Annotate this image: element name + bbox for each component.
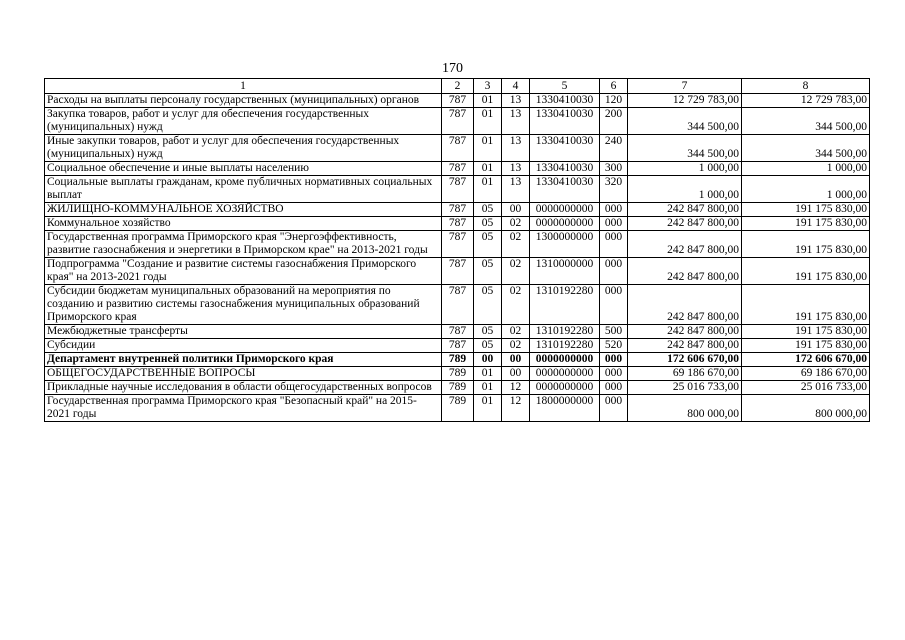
admin-code: 789	[442, 395, 474, 422]
row-name: Социальные выплаты гражданам, кроме публичных нормативных социальных выплат	[45, 176, 442, 203]
table-row	[45, 203, 870, 217]
amount-col8: 1 000,00	[742, 162, 870, 176]
expense-type-code: 300	[600, 162, 628, 176]
section-code: 05	[474, 285, 502, 325]
subsection-code: 00	[502, 203, 530, 217]
admin-code: 787	[442, 162, 474, 176]
section-code: 01	[474, 395, 502, 422]
row-name: Социальное обеспечение и иные выплаты населению	[45, 162, 442, 176]
section-code: 05	[474, 325, 502, 339]
table-row	[45, 258, 870, 285]
amount-col8: 191 175 830,00	[742, 258, 870, 285]
amount-col7: 242 847 800,00	[628, 231, 742, 258]
table-row	[45, 367, 870, 381]
admin-code: 787	[442, 285, 474, 325]
section-code: 05	[474, 231, 502, 258]
target-item-code: 1330410030	[530, 176, 600, 203]
row-name: Субсидии бюджетам муниципальных образований на мероприятия по созданию и развитию системы газоснабжения муниципальных образований Приморского края	[45, 285, 442, 325]
subsection-code: 00	[502, 367, 530, 381]
table-row	[45, 176, 870, 203]
section-code: 05	[474, 217, 502, 231]
subsection-code: 02	[502, 285, 530, 325]
admin-code: 787	[442, 339, 474, 353]
expense-type-code: 000	[600, 395, 628, 422]
target-item-code: 1330410030	[530, 94, 600, 108]
amount-col7: 1 000,00	[628, 176, 742, 203]
section-code: 05	[474, 258, 502, 285]
subsection-code: 13	[502, 94, 530, 108]
amount-col7: 242 847 800,00	[628, 285, 742, 325]
amount-col8: 1 000,00	[742, 176, 870, 203]
row-name: Субсидии	[45, 339, 442, 353]
section-code: 01	[474, 94, 502, 108]
amount-col7: 242 847 800,00	[628, 258, 742, 285]
expense-type-code: 240	[600, 135, 628, 162]
amount-col7: 172 606 670,00	[628, 353, 742, 367]
section-code: 01	[474, 108, 502, 135]
expense-type-code: 520	[600, 339, 628, 353]
target-item-code: 1310192280	[530, 339, 600, 353]
admin-code: 787	[442, 176, 474, 203]
amount-col8: 191 175 830,00	[742, 217, 870, 231]
expense-type-code: 000	[600, 231, 628, 258]
section-code: 05	[474, 203, 502, 217]
amount-col7: 242 847 800,00	[628, 203, 742, 217]
admin-code: 787	[442, 231, 474, 258]
section-code: 01	[474, 176, 502, 203]
amount-col8: 344 500,00	[742, 135, 870, 162]
row-name: Государственная программа Приморского края "Безопасный край" на 2015-2021 годы	[45, 395, 442, 422]
subsection-code: 02	[502, 339, 530, 353]
table-row	[45, 325, 870, 339]
admin-code: 789	[442, 353, 474, 367]
subsection-code: 13	[502, 108, 530, 135]
subsection-code: 12	[502, 395, 530, 422]
amount-col7: 800 000,00	[628, 395, 742, 422]
expense-type-code: 000	[600, 353, 628, 367]
section-code: 01	[474, 381, 502, 395]
amount-col7: 242 847 800,00	[628, 217, 742, 231]
row-name: Иные закупки товаров, работ и услуг для обеспечения государственных (муниципальных) нужд	[45, 135, 442, 162]
expense-type-code: 120	[600, 94, 628, 108]
expense-type-code: 000	[600, 258, 628, 285]
target-item-code: 1310192280	[530, 285, 600, 325]
target-item-code: 0000000000	[530, 381, 600, 395]
expense-type-code: 000	[600, 381, 628, 395]
target-item-code: 1330410030	[530, 108, 600, 135]
subsection-code: 02	[502, 217, 530, 231]
amount-col8: 191 175 830,00	[742, 325, 870, 339]
amount-col7: 12 729 783,00	[628, 94, 742, 108]
amount-col8: 25 016 733,00	[742, 381, 870, 395]
row-name: Коммунальное хозяйство	[45, 217, 442, 231]
table-row	[45, 353, 870, 367]
target-item-code: 0000000000	[530, 353, 600, 367]
row-name: Государственная программа Приморского края "Энергоэффективность, развитие газоснабжения и энергетики в Приморском крае" на 2013-2021 годы	[45, 231, 442, 258]
amount-col8: 344 500,00	[742, 108, 870, 135]
budget-table	[44, 78, 870, 422]
expense-type-code: 320	[600, 176, 628, 203]
target-item-code: 0000000000	[530, 367, 600, 381]
table-header-row	[45, 79, 870, 94]
admin-code: 787	[442, 108, 474, 135]
expense-type-code: 500	[600, 325, 628, 339]
subsection-code: 13	[502, 162, 530, 176]
row-name: Департамент внутренней политики Приморского края	[45, 353, 442, 367]
subsection-code: 13	[502, 135, 530, 162]
column-header: 5	[530, 79, 600, 94]
admin-code: 787	[442, 325, 474, 339]
table-row	[45, 285, 870, 325]
section-code: 01	[474, 367, 502, 381]
target-item-code: 0000000000	[530, 203, 600, 217]
table-row	[45, 381, 870, 395]
target-item-code: 0000000000	[530, 217, 600, 231]
column-header: 7	[628, 79, 742, 94]
column-header: 2	[442, 79, 474, 94]
target-item-code: 1300000000	[530, 231, 600, 258]
column-header: 4	[502, 79, 530, 94]
row-name: Расходы на выплаты персоналу государственных (муниципальных) органов	[45, 94, 442, 108]
admin-code: 787	[442, 217, 474, 231]
row-name: Прикладные научные исследования в области общегосударственных вопросов	[45, 381, 442, 395]
row-name: Закупка товаров, работ и услуг для обеспечения государственных (муниципальных) нужд	[45, 108, 442, 135]
row-name: Подпрограмма "Создание и развитие системы газоснабжения Приморского края" на 2013-2021 годы	[45, 258, 442, 285]
target-item-code: 1310192280	[530, 325, 600, 339]
expense-type-code: 000	[600, 367, 628, 381]
table-row	[45, 395, 870, 422]
expense-type-code: 200	[600, 108, 628, 135]
amount-col7: 344 500,00	[628, 108, 742, 135]
table-row	[45, 339, 870, 353]
amount-col8: 12 729 783,00	[742, 94, 870, 108]
amount-col8: 191 175 830,00	[742, 231, 870, 258]
row-name: Межбюджетные трансферты	[45, 325, 442, 339]
expense-type-code: 000	[600, 217, 628, 231]
table-row	[45, 162, 870, 176]
section-code: 01	[474, 162, 502, 176]
target-item-code: 1330410030	[530, 162, 600, 176]
amount-col8: 191 175 830,00	[742, 285, 870, 325]
amount-col8: 800 000,00	[742, 395, 870, 422]
subsection-code: 02	[502, 231, 530, 258]
amount-col7: 69 186 670,00	[628, 367, 742, 381]
amount-col8: 69 186 670,00	[742, 367, 870, 381]
admin-code: 787	[442, 258, 474, 285]
row-name: ЖИЛИЩНО-КОММУНАЛЬНОЕ ХОЗЯЙСТВО	[45, 203, 442, 217]
column-header: 3	[474, 79, 502, 94]
target-item-code: 1310000000	[530, 258, 600, 285]
subsection-code: 13	[502, 176, 530, 203]
target-item-code: 1330410030	[530, 135, 600, 162]
admin-code: 787	[442, 94, 474, 108]
section-code: 01	[474, 135, 502, 162]
target-item-code: 1800000000	[530, 395, 600, 422]
admin-code: 789	[442, 381, 474, 395]
table-row	[45, 94, 870, 108]
amount-col7: 344 500,00	[628, 135, 742, 162]
admin-code: 789	[442, 367, 474, 381]
amount-col7: 242 847 800,00	[628, 339, 742, 353]
row-name: ОБЩЕГОСУДАРСТВЕННЫЕ ВОПРОСЫ	[45, 367, 442, 381]
amount-col8: 191 175 830,00	[742, 339, 870, 353]
expense-type-code: 000	[600, 285, 628, 325]
table-row	[45, 108, 870, 135]
section-code: 05	[474, 339, 502, 353]
column-header: 1	[45, 79, 442, 94]
subsection-code: 02	[502, 258, 530, 285]
table-row	[45, 217, 870, 231]
section-code: 00	[474, 353, 502, 367]
admin-code: 787	[442, 135, 474, 162]
amount-col7: 1 000,00	[628, 162, 742, 176]
admin-code: 787	[442, 203, 474, 217]
subsection-code: 12	[502, 381, 530, 395]
page-number: 170	[442, 61, 463, 76]
subsection-code: 00	[502, 353, 530, 367]
table-row	[45, 231, 870, 258]
column-header: 8	[742, 79, 870, 94]
subsection-code: 02	[502, 325, 530, 339]
table-row	[45, 135, 870, 162]
expense-type-code: 000	[600, 203, 628, 217]
amount-col7: 242 847 800,00	[628, 325, 742, 339]
amount-col8: 191 175 830,00	[742, 203, 870, 217]
amount-col8: 172 606 670,00	[742, 353, 870, 367]
column-header: 6	[600, 79, 628, 94]
amount-col7: 25 016 733,00	[628, 381, 742, 395]
